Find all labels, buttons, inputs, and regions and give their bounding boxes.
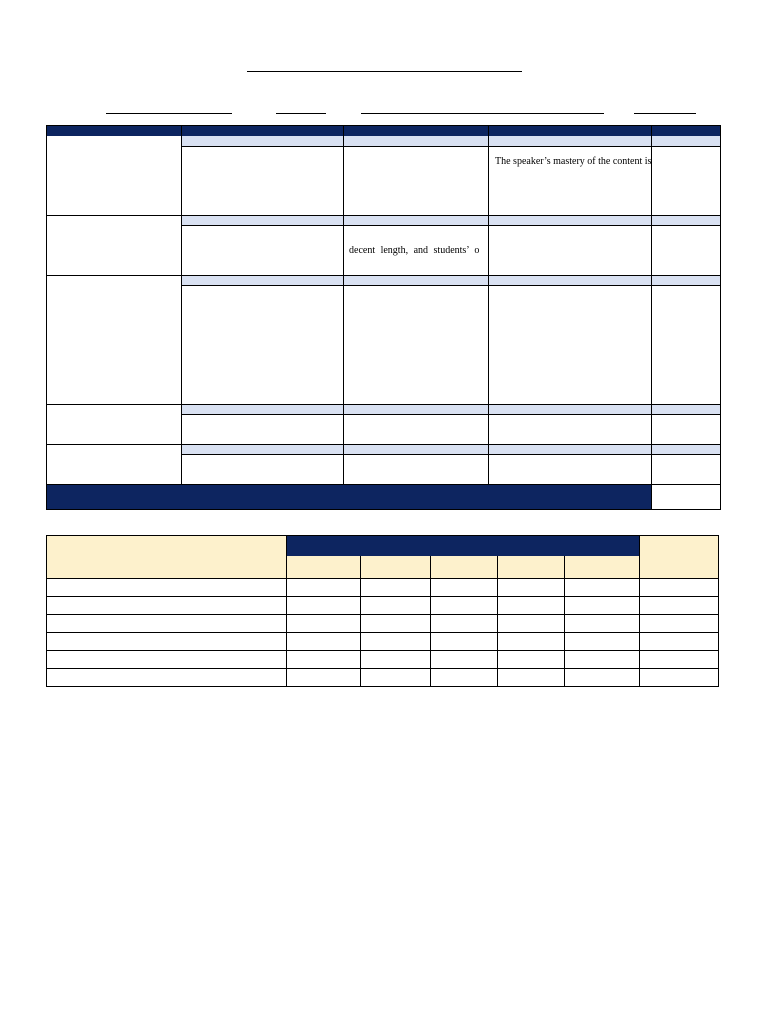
score-col-line xyxy=(360,556,361,686)
rubric-band-row3 xyxy=(181,275,720,285)
rubric-band-row2 xyxy=(181,215,720,225)
rubric-band-line xyxy=(181,146,720,147)
rubric-col-line xyxy=(343,126,344,485)
rubric-row-line xyxy=(47,444,720,445)
score-row-line xyxy=(47,578,718,579)
score-col-line xyxy=(497,556,498,686)
rubric-band-line xyxy=(181,285,720,286)
score-col-line xyxy=(564,556,565,686)
rubric-band-line xyxy=(181,414,720,415)
rubric-band-row1 xyxy=(181,136,720,146)
rubric-row-line xyxy=(47,215,720,216)
score-row-line xyxy=(47,668,718,669)
rubric-cell-text: decent length, and students’ o xyxy=(349,245,480,256)
info-blank-line-3 xyxy=(361,113,604,114)
score-row-line xyxy=(47,614,718,615)
rubric-row-line xyxy=(47,404,720,405)
info-blank-line-1 xyxy=(106,113,232,114)
score-row-line xyxy=(47,596,718,597)
info-blank-line-4 xyxy=(634,113,696,114)
score-col-line xyxy=(639,536,640,686)
info-blank-line-2 xyxy=(276,113,326,114)
score-header-right xyxy=(639,536,718,578)
rubric-col-line xyxy=(651,126,652,509)
score-row-line xyxy=(47,632,718,633)
score-col-line xyxy=(430,556,431,686)
score-header-left xyxy=(47,536,286,578)
rubric-band-row5 xyxy=(181,444,720,454)
score-header-subcols xyxy=(286,556,639,578)
score-row-line xyxy=(47,650,718,651)
score-header-group xyxy=(286,536,639,556)
title-blank-line xyxy=(247,71,522,72)
rubric-cell-text: The speaker’s mastery of the content is xyxy=(495,156,652,167)
rubric-row-line xyxy=(47,275,720,276)
score-col-line xyxy=(286,536,287,686)
rubric-table xyxy=(46,125,721,510)
rubric-col-line xyxy=(181,126,182,485)
rubric-band-row4 xyxy=(181,404,720,414)
rubric-total-bar xyxy=(47,485,651,509)
rubric-header-row xyxy=(47,126,720,136)
rubric-band-line xyxy=(181,454,720,455)
score-table xyxy=(46,535,719,687)
rubric-band-line xyxy=(181,225,720,226)
rubric-col-line xyxy=(488,126,489,485)
